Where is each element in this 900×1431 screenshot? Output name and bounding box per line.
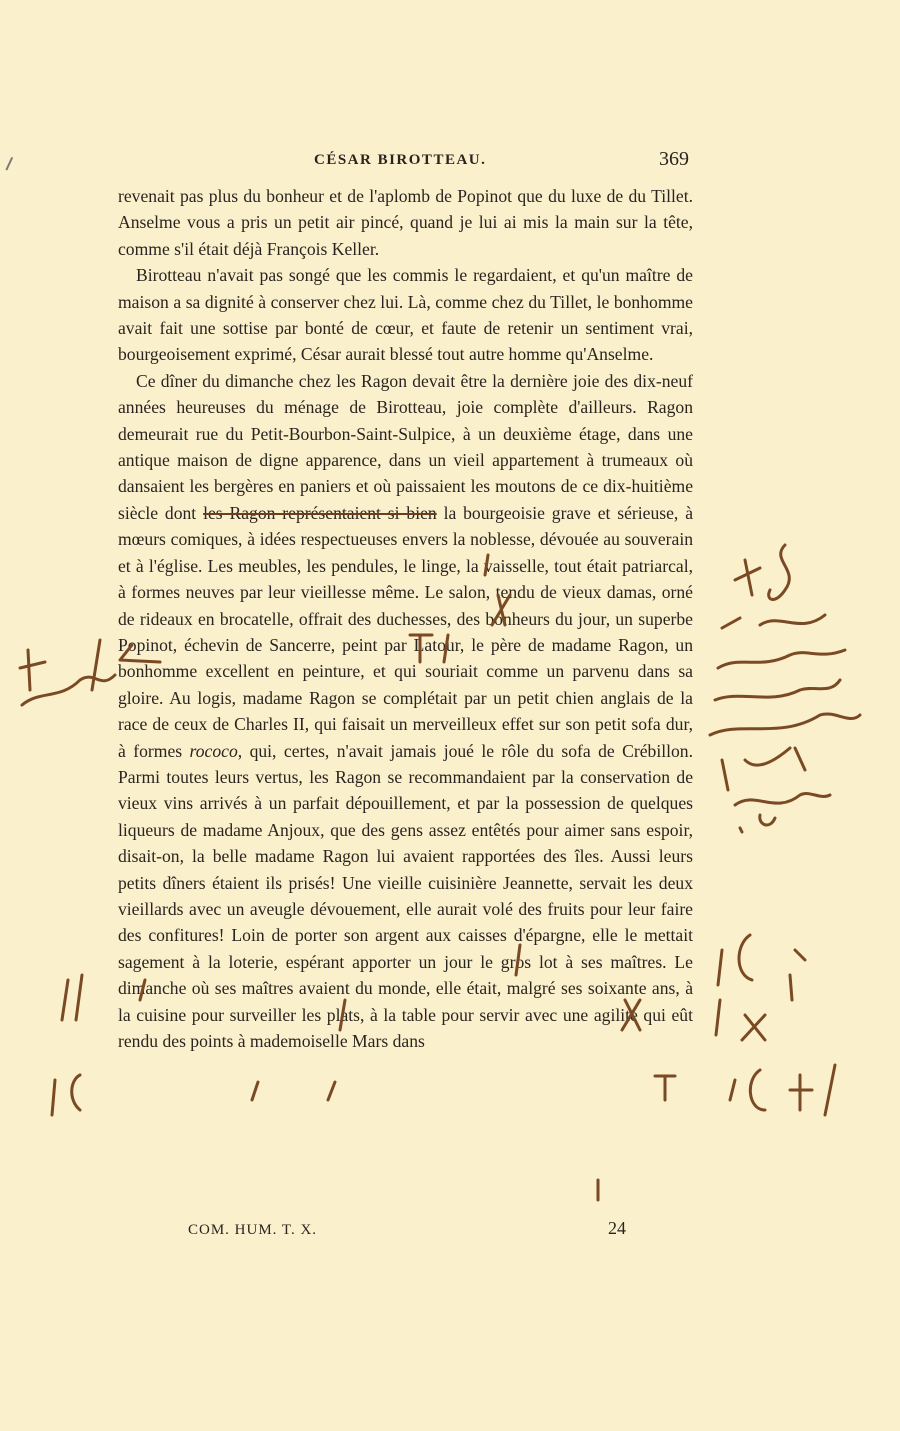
- right-margin-x-mark: [716, 975, 792, 1040]
- left-margin-double-bar-1: [62, 975, 82, 1020]
- page-number: 369: [659, 148, 689, 170]
- paragraph-3: [118, 368, 693, 1055]
- paragraph-1: [118, 183, 693, 262]
- right-note-line-2: [718, 650, 845, 668]
- right-note-line-6: [735, 794, 830, 805]
- right-note-line-1: [722, 615, 825, 628]
- left-margin-bar: [92, 640, 100, 690]
- running-title: CÉSAR BIROTTEAU.: [314, 152, 487, 168]
- left-margin-c-mark: [52, 1075, 80, 1115]
- paragraph-3-text-start: Ce dîner du dimanche chez les Ragon devait être la dernière joie des dix-neuf années heureuses du ménage de Birotteau, joie complète d'ailleurs. Ragon demeurait rue du Petit-Bourbon-Saint-Sulpice, à un deuxième étage, dans une antique maison de digne apparence, dans un vieil appartement à trumeaux où dansaient les bergères en paniers et où paissaient les moutons de ce dix-huitième siècle dont: [118, 370, 693, 523]
- paragraph-3-text-end: , qui, certes, n'avait jamais joué le rôle du sofa de Crébillon. Parmi toutes leurs vertus, les Ragon se recommandaient par la conservation de vieux vins arrivés à un parfait dépouillement, et par la possession de quelques liqueurs de madame Anjoux, que des gens assez entêtés pour aimer sans espoir, disait-on, la belle madame Ragon lui avaient rapportées des îles. Aussi leurs petits dîners étaient ils prisés! Une vieille cuisinière Jeannette, servait les deux vieillards avec un aveugle dévouement, elle aurait volé des fruits pour leur faire des confitures! Loin de porter son argent aux caisses d'épargne, elle le mettait sagement à la loterie, espérant apporter un jour le gros lot à ses maîtres. Le dimanche où ses maîtres avaient du monde, elle était, malgré ses soixante ans, à la cuisine pour surveiller les plats, à la table pour servir avec une agilité qui eût rendu des points à mademoiselle Mars dans: [118, 740, 693, 1051]
- right-note-line-4: [710, 714, 860, 735]
- paragraph-3-text-middle: la bourgeoisie grave et sérieuse, à mœurs comiques, à idées respectueuses envers la noblesse, dévouée au souverain et à l'église. Les meubles, les pendules, le linge, la vaisselle, tout était patriarcal, à formes neuves par leur vieillesse même. Le salon, tendu de vieux damas, orné de rideaux en brocatelle, offrait des duchesses, des bonheurs du jour, un superbe Popinot, échevin de Sancerre, peint par Latour, le père de madame Ragon, un bonhomme excellent en peinture, et qui souriait comme un parvenu dans sa gloire. Au logis, madame Ragon se complétait par un petit chien anglais de la race de ceux de Charles II, qui faisait un merveilleux effet sur son petit sofa dur, à formes: [118, 502, 693, 761]
- right-note-line-5: [722, 748, 805, 790]
- italic-word: rococo: [189, 740, 238, 761]
- right-note-line-3: [715, 680, 840, 700]
- struck-through-phrase: les Ragon représentaient si bien: [203, 502, 437, 523]
- right-note-line-7: [740, 815, 775, 832]
- left-margin-scribble: [20, 650, 115, 705]
- paragraph-2-text: Birotteau n'avait pas songé que les commis le regardaient, et qu'un maître de maison a sa dignité à conserver chez lui. Là, comme chez du Tillet, le bonhomme avait fait une sottise par bonté de cœur, et faute de retenir un sentiment vrai, bourgeoisement exprimé, César aurait blessé tout autre homme qu'Anselme.: [118, 265, 693, 365]
- printer-signature: COM. HUM. T. X.: [188, 1222, 318, 1238]
- margin-tick-mark: [5, 157, 18, 173]
- page-header: [118, 150, 693, 174]
- caret-mark-9: [252, 1076, 675, 1100]
- right-margin-lc-mark: [718, 935, 805, 985]
- page-footer: [188, 1220, 628, 1244]
- paragraph-2: [118, 262, 693, 368]
- right-margin-plus-mark: [735, 560, 760, 595]
- body-text: [118, 183, 693, 1054]
- sheet-number: 24: [608, 1218, 626, 1238]
- paragraph-1-text: revenait pas plus du bonheur et de l'aplomb de Popinot que du luxe de du Tillet. Anselme vous a pris un petit air pincé, quand je lui ai mis la main sur la tête, comme s'il était déjà François Keller.: [118, 186, 693, 259]
- right-margin-hook-mark: [769, 545, 790, 599]
